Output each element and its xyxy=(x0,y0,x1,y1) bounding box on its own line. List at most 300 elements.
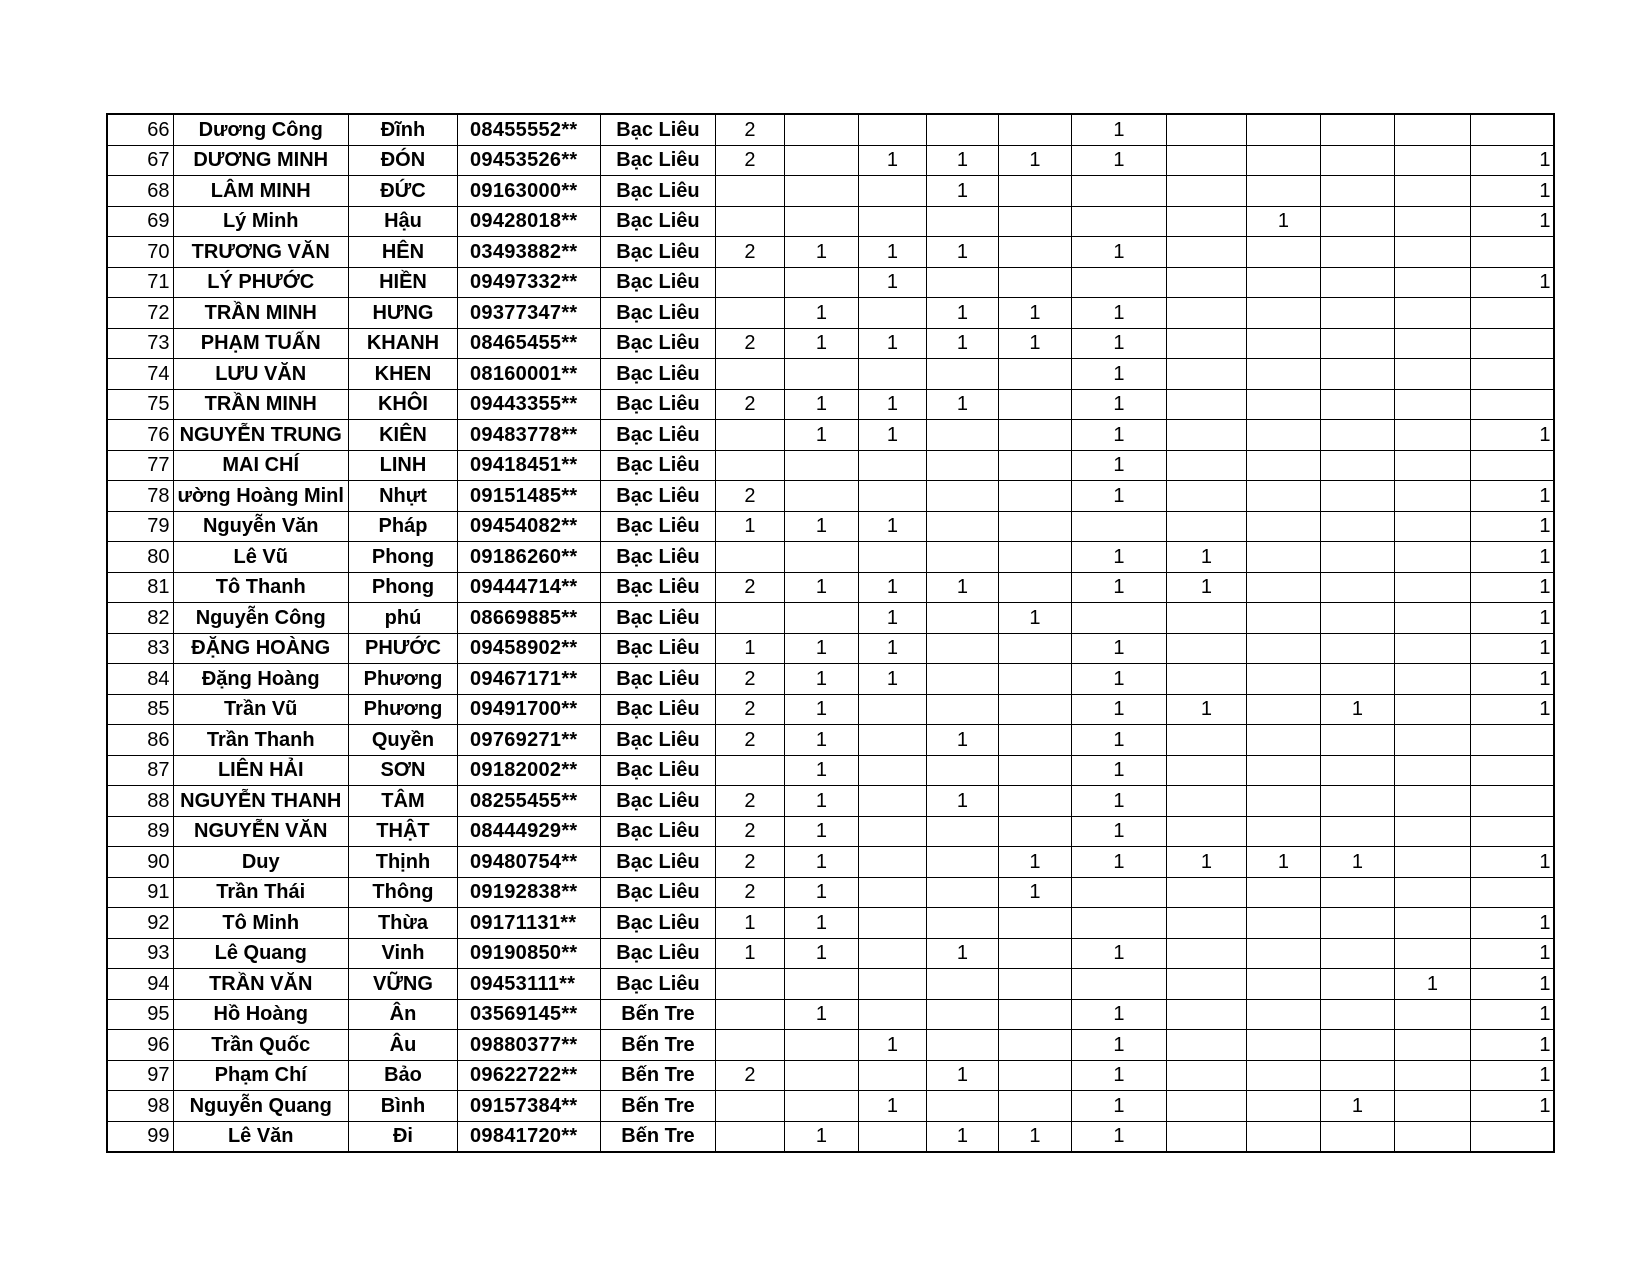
family-name-cell: Đặng Hoàng xyxy=(173,664,348,695)
count-cell xyxy=(1394,1030,1470,1061)
count-cell xyxy=(1246,420,1320,451)
count-cell: 1 xyxy=(784,237,858,268)
count-cell xyxy=(1394,542,1470,573)
count-cell xyxy=(1320,176,1394,207)
count-cell xyxy=(784,114,858,145)
count-cell: 1 xyxy=(1071,694,1166,725)
phone-number-cell: 09182002** xyxy=(457,755,600,786)
count-cell xyxy=(1246,359,1320,390)
count-cell xyxy=(998,481,1071,512)
province-cell: Bạc Liêu xyxy=(600,755,715,786)
count-cell xyxy=(715,603,784,634)
count-cell xyxy=(1394,1091,1470,1122)
row-number-cell: 66 xyxy=(107,114,173,145)
province-cell: Bạc Liêu xyxy=(600,877,715,908)
count-cell: 1 xyxy=(1071,420,1166,451)
count-cell xyxy=(1470,450,1554,481)
count-cell xyxy=(926,542,998,573)
count-cell: 1 xyxy=(1166,847,1246,878)
family-name-cell: NGUYỄN VĂN xyxy=(173,816,348,847)
given-name-cell: Phương xyxy=(348,664,457,695)
count-cell xyxy=(1394,938,1470,969)
phone-number-cell: 03569145** xyxy=(457,999,600,1030)
count-cell: 1 xyxy=(715,938,784,969)
count-cell: 1 xyxy=(998,1121,1071,1152)
count-cell xyxy=(1394,908,1470,939)
count-cell xyxy=(1071,877,1166,908)
row-number-cell: 85 xyxy=(107,694,173,725)
row-number-cell: 96 xyxy=(107,1030,173,1061)
row-number-cell: 87 xyxy=(107,755,173,786)
count-cell xyxy=(1320,267,1394,298)
table-row xyxy=(107,877,1554,908)
count-cell: 1 xyxy=(1470,694,1554,725)
row-number-cell: 76 xyxy=(107,420,173,451)
count-cell xyxy=(1166,755,1246,786)
count-cell: 1 xyxy=(1470,1091,1554,1122)
row-number-cell: 94 xyxy=(107,969,173,1000)
count-cell xyxy=(926,877,998,908)
count-cell xyxy=(1320,237,1394,268)
count-cell: 1 xyxy=(858,420,926,451)
phone-number-cell: 09453526** xyxy=(457,145,600,176)
table-row xyxy=(107,603,1554,634)
count-cell: 1 xyxy=(1071,145,1166,176)
count-cell: 2 xyxy=(715,786,784,817)
province-cell: Bạc Liêu xyxy=(600,511,715,542)
family-name-cell: Lê Văn xyxy=(173,1121,348,1152)
phone-number-cell: 09377347** xyxy=(457,298,600,329)
count-cell: 1 xyxy=(1071,359,1166,390)
table-row xyxy=(107,664,1554,695)
table-row xyxy=(107,1060,1554,1091)
count-cell: 1 xyxy=(1071,1060,1166,1091)
province-cell: Bạc Liêu xyxy=(600,786,715,817)
phone-number-cell: 09418451** xyxy=(457,450,600,481)
count-cell: 1 xyxy=(1071,725,1166,756)
family-name-cell: Lý Minh xyxy=(173,206,348,237)
family-name-cell: NGUYỄN THANH xyxy=(173,786,348,817)
phone-number-cell: 09491700** xyxy=(457,694,600,725)
family-name-cell: TRƯƠNG VĂN xyxy=(173,237,348,268)
count-cell: 2 xyxy=(715,328,784,359)
province-cell: Bạc Liêu xyxy=(600,114,715,145)
count-cell xyxy=(715,969,784,1000)
count-cell xyxy=(858,114,926,145)
count-cell xyxy=(1246,450,1320,481)
table-row xyxy=(107,633,1554,664)
table-row xyxy=(107,1091,1554,1122)
given-name-cell: Đi xyxy=(348,1121,457,1152)
phone-number-cell: 09157384** xyxy=(457,1091,600,1122)
count-cell xyxy=(1394,481,1470,512)
count-cell: 1 xyxy=(926,298,998,329)
province-cell: Bạc Liêu xyxy=(600,847,715,878)
count-cell xyxy=(1071,206,1166,237)
count-cell xyxy=(926,206,998,237)
count-cell: 1 xyxy=(1071,1091,1166,1122)
count-cell: 1 xyxy=(1071,328,1166,359)
count-cell xyxy=(1320,938,1394,969)
province-cell: Bạc Liêu xyxy=(600,572,715,603)
count-cell xyxy=(926,450,998,481)
count-cell xyxy=(926,755,998,786)
given-name-cell: HÊN xyxy=(348,237,457,268)
count-cell xyxy=(1166,389,1246,420)
count-cell xyxy=(1394,420,1470,451)
phone-number-cell: 09454082** xyxy=(457,511,600,542)
family-name-cell: PHẠM TUẤN xyxy=(173,328,348,359)
count-cell xyxy=(1470,786,1554,817)
row-number-cell: 84 xyxy=(107,664,173,695)
count-cell xyxy=(1320,603,1394,634)
count-cell: 1 xyxy=(926,1121,998,1152)
phone-number-cell: 03493882** xyxy=(457,237,600,268)
count-cell xyxy=(1394,603,1470,634)
count-cell xyxy=(1394,450,1470,481)
given-name-cell: Pháp xyxy=(348,511,457,542)
count-cell xyxy=(1246,999,1320,1030)
count-cell xyxy=(715,1091,784,1122)
count-cell xyxy=(998,237,1071,268)
count-cell xyxy=(1320,206,1394,237)
count-cell xyxy=(1246,267,1320,298)
count-cell xyxy=(1470,755,1554,786)
count-cell xyxy=(858,816,926,847)
count-cell: 2 xyxy=(715,1060,784,1091)
row-number-cell: 91 xyxy=(107,877,173,908)
given-name-cell: Thừa xyxy=(348,908,457,939)
count-cell: 1 xyxy=(1470,633,1554,664)
count-cell xyxy=(998,420,1071,451)
count-cell xyxy=(1246,145,1320,176)
count-cell xyxy=(998,267,1071,298)
count-cell: 2 xyxy=(715,694,784,725)
count-cell xyxy=(1246,481,1320,512)
table-row xyxy=(107,847,1554,878)
row-number-cell: 93 xyxy=(107,938,173,969)
phone-number-cell: 09444714** xyxy=(457,572,600,603)
count-cell: 2 xyxy=(715,877,784,908)
row-number-cell: 77 xyxy=(107,450,173,481)
row-number-cell: 72 xyxy=(107,298,173,329)
count-cell xyxy=(715,450,784,481)
table-row xyxy=(107,298,1554,329)
count-cell xyxy=(1320,542,1394,573)
count-cell xyxy=(1470,237,1554,268)
phone-number-cell: 09192838** xyxy=(457,877,600,908)
table-row xyxy=(107,145,1554,176)
province-cell: Bạc Liêu xyxy=(600,633,715,664)
count-cell xyxy=(784,267,858,298)
given-name-cell: PHƯỚC xyxy=(348,633,457,664)
count-cell xyxy=(858,938,926,969)
count-cell xyxy=(1320,969,1394,1000)
given-name-cell: VỮNG xyxy=(348,969,457,1000)
count-cell xyxy=(1071,511,1166,542)
count-cell xyxy=(784,1060,858,1091)
table-row xyxy=(107,725,1554,756)
table-row xyxy=(107,786,1554,817)
count-cell: 1 xyxy=(784,847,858,878)
count-cell xyxy=(858,694,926,725)
count-cell xyxy=(926,847,998,878)
province-cell: Bạc Liêu xyxy=(600,267,715,298)
count-cell xyxy=(1320,420,1394,451)
count-cell xyxy=(1246,298,1320,329)
count-cell xyxy=(998,572,1071,603)
count-cell xyxy=(784,206,858,237)
given-name-cell: TÂM xyxy=(348,786,457,817)
count-cell: 1 xyxy=(858,145,926,176)
count-cell xyxy=(926,816,998,847)
province-cell: Bạc Liêu xyxy=(600,908,715,939)
table-row xyxy=(107,938,1554,969)
count-cell: 2 xyxy=(715,664,784,695)
count-cell xyxy=(1246,786,1320,817)
count-cell xyxy=(1394,176,1470,207)
count-cell: 1 xyxy=(858,1091,926,1122)
count-cell xyxy=(1394,786,1470,817)
count-cell: 1 xyxy=(858,633,926,664)
count-cell xyxy=(1320,389,1394,420)
row-number-cell: 88 xyxy=(107,786,173,817)
count-cell xyxy=(1246,1030,1320,1061)
count-cell xyxy=(1246,877,1320,908)
count-cell: 1 xyxy=(926,725,998,756)
count-cell xyxy=(1394,389,1470,420)
row-number-cell: 74 xyxy=(107,359,173,390)
table-row xyxy=(107,999,1554,1030)
phone-number-cell: 09453111** xyxy=(457,969,600,1000)
count-cell: 1 xyxy=(784,694,858,725)
count-cell xyxy=(1071,267,1166,298)
count-cell: 1 xyxy=(1320,847,1394,878)
province-cell: Bạc Liêu xyxy=(600,420,715,451)
count-cell xyxy=(998,176,1071,207)
family-name-cell: Lê Vũ xyxy=(173,542,348,573)
count-cell xyxy=(858,298,926,329)
count-cell: 1 xyxy=(1071,938,1166,969)
table-row xyxy=(107,328,1554,359)
phone-number-cell: 08160001** xyxy=(457,359,600,390)
count-cell xyxy=(1166,1060,1246,1091)
count-cell: 1 xyxy=(998,298,1071,329)
count-cell xyxy=(1246,176,1320,207)
count-cell: 1 xyxy=(998,603,1071,634)
count-cell: 1 xyxy=(1071,633,1166,664)
count-cell xyxy=(1246,542,1320,573)
count-cell xyxy=(926,603,998,634)
province-cell: Bạc Liêu xyxy=(600,237,715,268)
count-cell xyxy=(1166,176,1246,207)
row-number-cell: 92 xyxy=(107,908,173,939)
count-cell xyxy=(1394,664,1470,695)
count-cell xyxy=(1246,603,1320,634)
count-cell: 1 xyxy=(784,725,858,756)
count-cell xyxy=(1166,969,1246,1000)
count-cell xyxy=(1246,816,1320,847)
count-cell: 1 xyxy=(1071,816,1166,847)
count-cell: 1 xyxy=(926,389,998,420)
phone-number-cell: 09497332** xyxy=(457,267,600,298)
count-cell: 1 xyxy=(858,603,926,634)
count-cell xyxy=(1246,725,1320,756)
count-cell xyxy=(926,267,998,298)
count-cell: 1 xyxy=(1470,176,1554,207)
given-name-cell: Phong xyxy=(348,542,457,573)
count-cell: 2 xyxy=(715,481,784,512)
given-name-cell: KHEN xyxy=(348,359,457,390)
given-name-cell: Ân xyxy=(348,999,457,1030)
count-cell: 1 xyxy=(1246,206,1320,237)
count-cell xyxy=(1246,237,1320,268)
count-cell: 1 xyxy=(1071,786,1166,817)
count-cell xyxy=(926,908,998,939)
given-name-cell: Nhựt xyxy=(348,481,457,512)
count-cell xyxy=(715,176,784,207)
table-body xyxy=(107,114,1554,1152)
table-row xyxy=(107,572,1554,603)
count-cell xyxy=(858,725,926,756)
count-cell xyxy=(998,755,1071,786)
family-name-cell: Dương Công xyxy=(173,114,348,145)
given-name-cell: Thịnh xyxy=(348,847,457,878)
row-number-cell: 70 xyxy=(107,237,173,268)
count-cell: 1 xyxy=(1470,542,1554,573)
count-cell xyxy=(858,1060,926,1091)
province-cell: Bạc Liêu xyxy=(600,359,715,390)
count-cell xyxy=(926,420,998,451)
count-cell xyxy=(998,725,1071,756)
row-number-cell: 69 xyxy=(107,206,173,237)
count-cell xyxy=(784,969,858,1000)
count-cell xyxy=(715,206,784,237)
row-number-cell: 67 xyxy=(107,145,173,176)
row-number-cell: 79 xyxy=(107,511,173,542)
count-cell xyxy=(1320,145,1394,176)
count-cell: 1 xyxy=(715,511,784,542)
count-cell: 1 xyxy=(858,267,926,298)
count-cell xyxy=(784,1030,858,1061)
count-cell xyxy=(998,114,1071,145)
province-cell: Bạc Liêu xyxy=(600,389,715,420)
count-cell xyxy=(715,542,784,573)
phone-number-cell: 08444929** xyxy=(457,816,600,847)
count-cell: 2 xyxy=(715,847,784,878)
count-cell: 2 xyxy=(715,572,784,603)
count-cell xyxy=(1320,999,1394,1030)
count-cell xyxy=(1394,237,1470,268)
count-cell: 1 xyxy=(1071,664,1166,695)
count-cell xyxy=(1394,145,1470,176)
count-cell: 1 xyxy=(926,145,998,176)
province-cell: Bạc Liêu xyxy=(600,725,715,756)
count-cell xyxy=(1246,114,1320,145)
count-cell: 1 xyxy=(1071,999,1166,1030)
count-cell xyxy=(1166,328,1246,359)
count-cell xyxy=(1394,633,1470,664)
count-cell: 1 xyxy=(784,786,858,817)
row-number-cell: 78 xyxy=(107,481,173,512)
count-cell xyxy=(1246,908,1320,939)
row-number-cell: 95 xyxy=(107,999,173,1030)
count-cell xyxy=(1320,298,1394,329)
count-cell xyxy=(858,908,926,939)
count-cell: 1 xyxy=(926,572,998,603)
count-cell xyxy=(998,389,1071,420)
count-cell xyxy=(1470,298,1554,329)
count-cell: 1 xyxy=(1470,206,1554,237)
count-cell xyxy=(858,1121,926,1152)
count-cell xyxy=(715,359,784,390)
count-cell xyxy=(998,1060,1071,1091)
family-name-cell: Hồ Hoàng xyxy=(173,999,348,1030)
count-cell: 1 xyxy=(784,420,858,451)
count-cell: 1 xyxy=(1071,450,1166,481)
count-cell: 1 xyxy=(858,237,926,268)
given-name-cell: Vinh xyxy=(348,938,457,969)
count-cell xyxy=(1394,1121,1470,1152)
count-cell: 1 xyxy=(715,633,784,664)
given-name-cell: KHANH xyxy=(348,328,457,359)
table-row xyxy=(107,389,1554,420)
count-cell xyxy=(1320,786,1394,817)
count-cell: 1 xyxy=(1470,603,1554,634)
count-cell xyxy=(998,999,1071,1030)
count-cell xyxy=(858,755,926,786)
row-number-cell: 98 xyxy=(107,1091,173,1122)
count-cell xyxy=(998,694,1071,725)
count-cell xyxy=(1166,603,1246,634)
count-cell xyxy=(1166,450,1246,481)
phone-number-cell: 09622722** xyxy=(457,1060,600,1091)
count-cell xyxy=(1394,847,1470,878)
given-name-cell: SƠN xyxy=(348,755,457,786)
count-cell xyxy=(1394,877,1470,908)
count-cell: 1 xyxy=(1320,694,1394,725)
family-name-cell: Trần Vũ xyxy=(173,694,348,725)
count-cell xyxy=(858,969,926,1000)
count-cell: 1 xyxy=(784,664,858,695)
count-cell xyxy=(926,1091,998,1122)
count-cell xyxy=(1166,1091,1246,1122)
count-cell: 2 xyxy=(715,725,784,756)
row-number-cell: 90 xyxy=(107,847,173,878)
count-cell: 1 xyxy=(1470,572,1554,603)
given-name-cell: THẬT xyxy=(348,816,457,847)
count-cell: 2 xyxy=(715,145,784,176)
row-number-cell: 86 xyxy=(107,725,173,756)
table-row xyxy=(107,542,1554,573)
province-cell: Bạc Liêu xyxy=(600,206,715,237)
table-row xyxy=(107,816,1554,847)
count-cell: 1 xyxy=(998,847,1071,878)
count-cell xyxy=(715,420,784,451)
given-name-cell: ĐỨC xyxy=(348,176,457,207)
count-cell xyxy=(926,694,998,725)
count-cell: 1 xyxy=(784,816,858,847)
province-cell: Bạc Liêu xyxy=(600,664,715,695)
count-cell: 1 xyxy=(1470,145,1554,176)
count-cell xyxy=(1470,1121,1554,1152)
family-name-cell: LIÊN HẢI xyxy=(173,755,348,786)
count-cell xyxy=(784,542,858,573)
count-cell xyxy=(1320,114,1394,145)
count-cell: 1 xyxy=(1166,572,1246,603)
phone-number-cell: 09186260** xyxy=(457,542,600,573)
count-cell: 1 xyxy=(1470,481,1554,512)
